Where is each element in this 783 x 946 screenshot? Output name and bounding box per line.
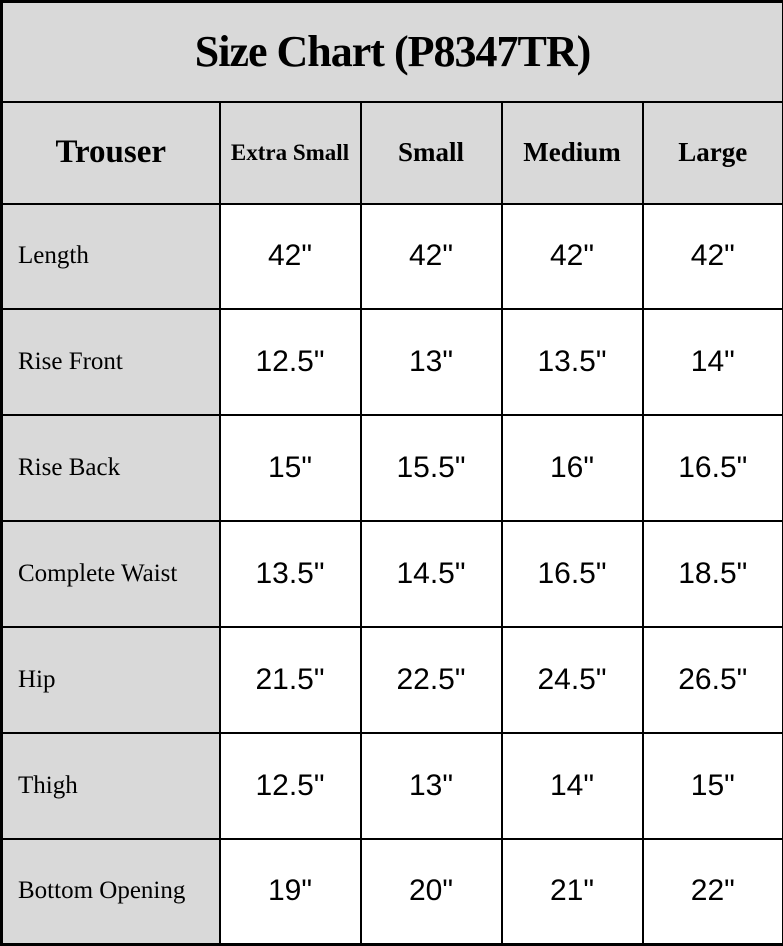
- row-label: Thigh: [2, 733, 220, 839]
- measurement-rows: [2, 204, 783, 945]
- table-row: [2, 521, 783, 627]
- col-header-medium: Medium: [502, 102, 643, 204]
- title-row: [2, 2, 783, 102]
- cell-value: 15": [643, 733, 783, 839]
- cell-value: 19": [220, 839, 361, 945]
- cell-value: 24.5": [502, 627, 643, 733]
- cell-value: 16.5": [502, 521, 643, 627]
- column-header-row: [2, 102, 783, 204]
- cell-value: 15": [220, 415, 361, 521]
- cell-value: 13.5": [220, 521, 361, 627]
- cell-value: 14": [502, 733, 643, 839]
- row-label: Complete Waist: [2, 521, 220, 627]
- cell-value: 14.5": [361, 521, 502, 627]
- cell-value: 12.5": [220, 309, 361, 415]
- corner-header-trouser: Trouser: [2, 102, 220, 204]
- cell-value: 13": [361, 733, 502, 839]
- table-row: [2, 309, 783, 415]
- row-label: Rise Back: [2, 415, 220, 521]
- cell-value: 18.5": [643, 521, 783, 627]
- cell-value: 21.5": [220, 627, 361, 733]
- cell-value: 15.5": [361, 415, 502, 521]
- cell-value: 16": [502, 415, 643, 521]
- cell-value: 13.5": [502, 309, 643, 415]
- cell-value: 42": [502, 204, 643, 310]
- cell-value: 22.5": [361, 627, 502, 733]
- cell-value: 26.5": [643, 627, 783, 733]
- row-label: Hip: [2, 627, 220, 733]
- row-label: Bottom Opening: [2, 839, 220, 945]
- cell-value: 42": [643, 204, 783, 310]
- table-row: [2, 839, 783, 945]
- cell-value: 16.5": [643, 415, 783, 521]
- cell-value: 42": [361, 204, 502, 310]
- table-row: [2, 204, 783, 310]
- col-header-large: Large: [643, 102, 783, 204]
- cell-value: 22": [643, 839, 783, 945]
- cell-value: 20": [361, 839, 502, 945]
- row-label: Rise Front: [2, 309, 220, 415]
- page-title: Size Chart (P8347TR): [2, 2, 783, 102]
- table-row: [2, 733, 783, 839]
- col-header-extra-small: Extra Small: [220, 102, 361, 204]
- cell-value: 14": [643, 309, 783, 415]
- table-row: [2, 627, 783, 733]
- cell-value: 21": [502, 839, 643, 945]
- cell-value: 42": [220, 204, 361, 310]
- cell-value: 12.5": [220, 733, 361, 839]
- table-row: [2, 415, 783, 521]
- col-header-small: Small: [361, 102, 502, 204]
- cell-value: 13": [361, 309, 502, 415]
- row-label: Length: [2, 204, 220, 310]
